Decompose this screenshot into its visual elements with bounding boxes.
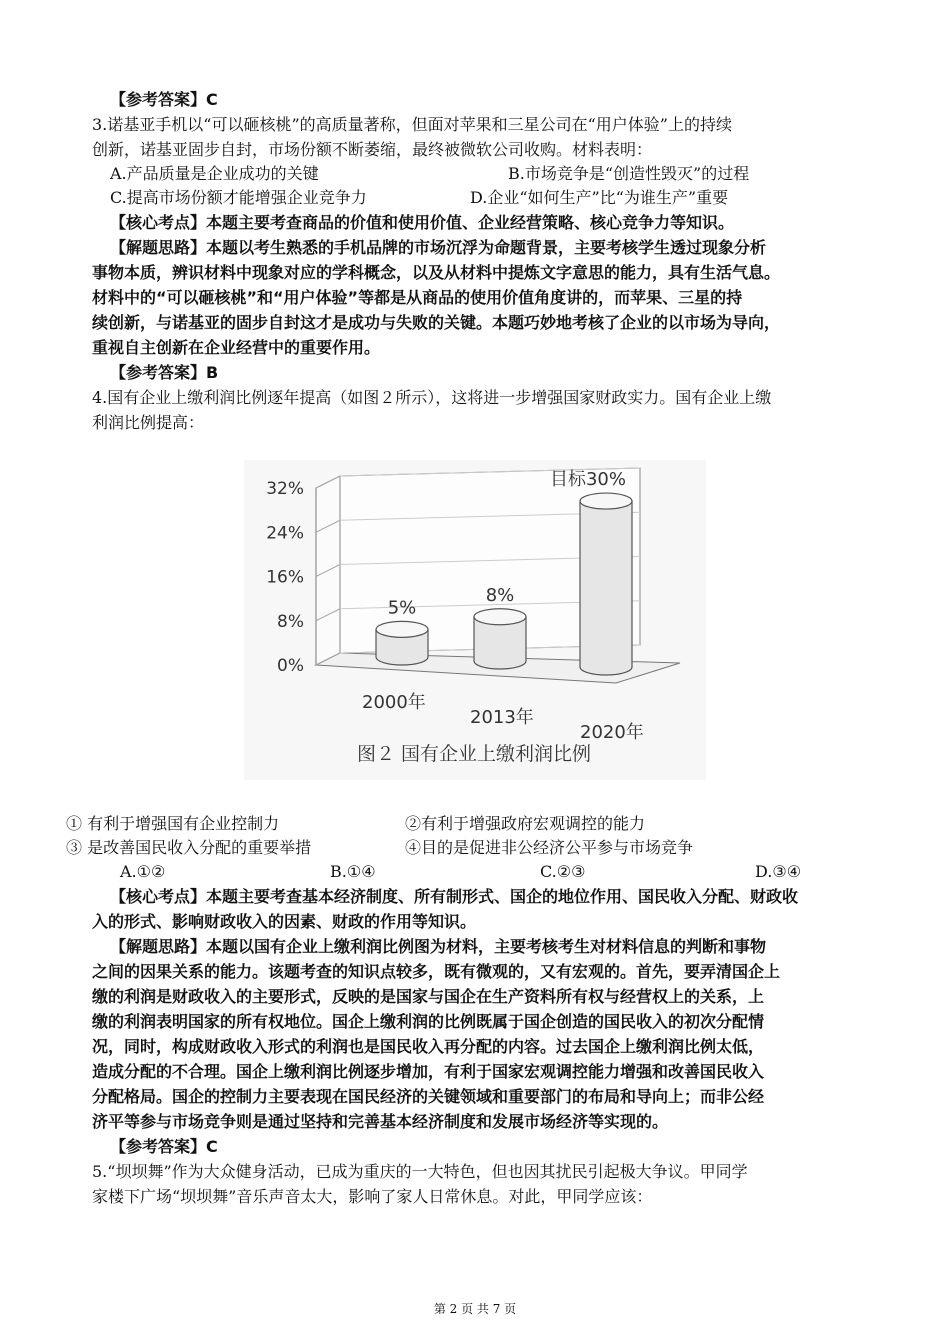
q4-core-line2: 入的形式、影响财政收入的因素、财政的作用等知识。 [92,912,477,931]
chart-bar [474,609,526,669]
q3-option-b: B.市场竞争是“创造性毁灭”的过程 [508,164,750,183]
chart-category-label: 2020年 [580,722,644,743]
chart-category-label: 2013年 [470,707,534,728]
q4-analysis-line5: 况，同时，构成财政收入形式的利润也是国民收入再分配的内容。过去国企上缴利润比例太低， [92,1037,765,1056]
q3-option-a: A.产品质量是企业成功的关键 [110,164,319,183]
q4-option-d: D.③④ [755,862,802,881]
q4-stem-line2: 利润比例提高： [92,413,205,432]
q4-item-3: ③ 是改善国民收入分配的重要举措 [66,838,312,857]
answer-q3: 【参考答案】B [110,363,219,382]
chart-bar [376,621,428,665]
answer-q4: 【参考答案】C [110,1137,218,1156]
q4-core-line1: 【核心考点】本题主要考查基本经济制度、所有制形式、国企的地位作用、国民收入分配、财政收 [110,887,799,906]
q4-item-2: ②有利于增强政府宏观调控的能力 [405,814,646,833]
chart-ytick-label: 32% [266,479,304,499]
q4-option-a: A.①② [120,862,166,881]
chart-category-label: 2000年 [362,692,426,713]
q3-stem-line1: 3.诺基亚手机以“可以砸核桃”的高质量著称，但面对苹果和三星公司在“用户体验”上的持续 [92,115,732,134]
q3-analysis-line4: 续创新，与诺基亚的固步自封这才是成功与失败的关键。本题巧妙地考核了企业的以市场为导向， [92,313,781,332]
profit-ratio-chart [244,460,706,780]
q4-analysis-line1: 【解题思路】本题以国有企业上缴利润比例图为材料，主要考核考生对材料信息的判断和事物 [110,937,767,956]
q4-stem-line1: 4.国有企业上缴利润比例逐年提高（如图２所示），这将进一步增强国家财政实力。国有企业上缴 [92,388,772,407]
chart-ytick-label: 8% [277,611,304,632]
chart-bar-top [474,609,526,625]
chart-bar-top [580,493,632,509]
answer-q2: 【参考答案】C [110,90,218,109]
q4-option-b: B.①④ [330,862,376,881]
chart-bar [580,493,632,675]
q5-stem-line1: 5.“坝坝舞”作为大众健身活动，已成为重庆的一大特色，但也因其扰民引起极大争议。甲同学 [92,1162,748,1181]
chart-bar-top [376,621,428,637]
q4-analysis-line2: 之间的因果关系的能力。该题考查的知识点较多，既有微观的，又有宏观的。首先，要弄清国企上 [92,962,781,981]
q4-analysis-line4: 缴的利润表明国家的所有权地位。国企上缴利润的比例既属于国企创造的国民收入的初次分配情 [92,1012,765,1031]
chart-data-label: 8% [485,584,515,606]
chart-bar-body [580,501,632,675]
q4-analysis-line8: 济平等参与市场竞争则是通过坚持和完善基本经济制度和发展市场经济等实现的。 [92,1112,669,1131]
q4-option-c: C.②③ [540,862,586,881]
q4-analysis-line6: 造成分配的不合理。国企上缴利润比例逐步增加，有利于国家宏观调控能力增强和改善国民收入 [92,1062,765,1081]
q3-option-d: D.企业“如何生产”比“为谁生产”重要 [470,188,729,207]
chart-ytick-label: 24% [266,523,304,544]
q3-option-c: C.提高市场份额才能增强企业竞争力 [110,188,367,207]
q3-core-points: 【核心考点】本题主要考查商品的价值和使用价值、企业经营策略、核心竞争力等知识。 [110,213,735,232]
chart-title: 图２ 国有企业上缴利润比例 [356,743,592,765]
q4-item-4: ④目的是促进非公经济公平参与市场竞争 [405,838,694,857]
chart-data-label: 5% [387,597,417,619]
q5-stem-line2: 家楼下广场“坝坝舞”音乐声音太大，影响了家人日常休息。对此，甲同学应该： [92,1187,653,1206]
q3-stem-line2: 创新，诺基亚固步自封，市场份额不断萎缩，最终被微软公司收购。材料表明： [92,140,653,159]
q4-analysis-line7: 分配格局。国企的控制力主要表现在国民经济的关键领域和重要部门的布局和导向上；而非公经 [92,1087,765,1106]
q3-analysis-line2: 事物本质，辨识材料中现象对应的学科概念，以及从材料中提炼文字意思的能力，具有生活气息。 [92,263,781,282]
q4-item-1: ① 有利于增强国有企业控制力 [66,814,280,833]
chart-data-label: 目标30% [549,469,627,491]
chart-svg [244,460,706,780]
q3-analysis-line5: 重视自主创新在企业经营中的重要作用。 [92,338,381,357]
q3-analysis-line3: 材料中的“可以砸核桃”和“用户体验”等都是从商品的使用价值角度讲的，而苹果、三星的持 [92,288,743,307]
q3-analysis-line1: 【解题思路】本题以考生熟悉的手机品牌的市场沉浮为命题背景，主要考核学生透过现象分析 [110,238,767,257]
chart-ytick-label: 0% [277,656,304,676]
q4-analysis-line3: 缴的利润是财政收入的主要形式，反映的是国家与国企在生产资料所有权与经营权上的关系，上 [92,987,765,1006]
page-footer: 第 2 页 共 7 页 [433,1302,517,1316]
chart-ytick-label: 16% [266,567,304,588]
